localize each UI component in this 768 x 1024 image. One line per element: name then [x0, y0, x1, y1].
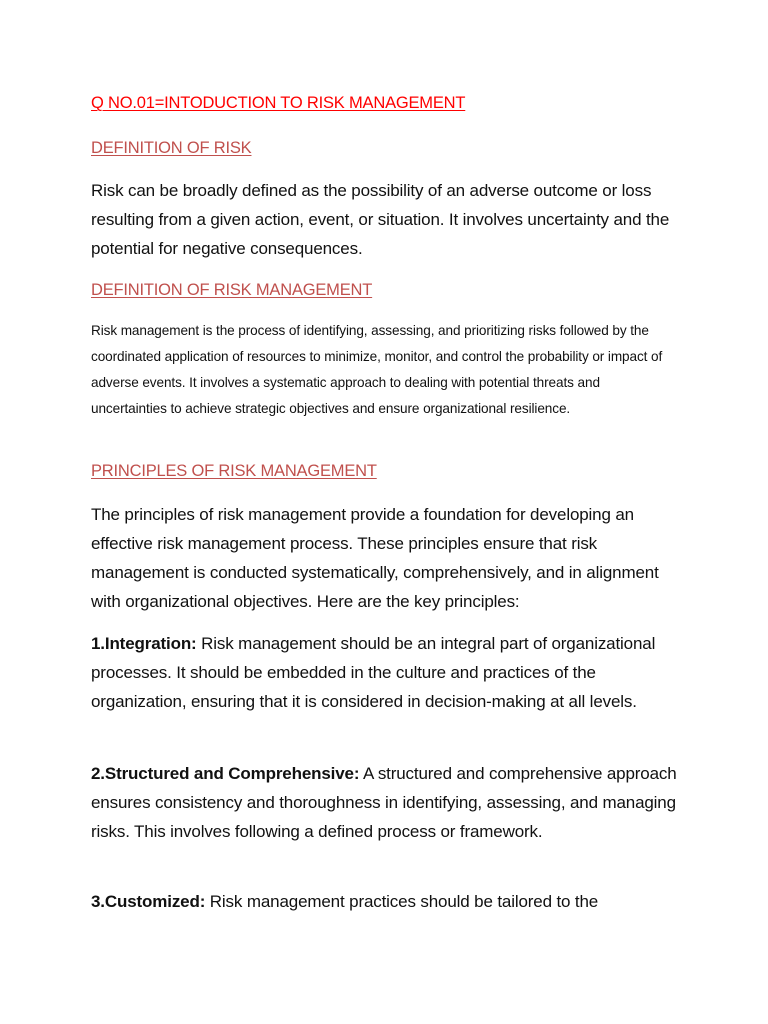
main-heading: Q NO.01=INTODUCTION TO RISK MANAGEMENT [91, 94, 466, 112]
principle-text-integration: Risk management should be an integral part of organizational processes. It should be embedded in the culture and practices of the organization, ensuring that it is considered in decision-making at all levels. [91, 634, 656, 711]
principle-text-structured: A structured and comprehensive approach ensures consistency and thoroughness in identifying, assessing, and managing risks. This involves following a defined process or framework. [91, 764, 677, 841]
principle-lead-structured: 2.Structured and Comprehensive: [91, 764, 360, 783]
paragraph-definition-of-risk: Risk can be broadly defined as the possibility of an adverse outcome or loss resulting from a given action, event, or situation. It involves uncertainty and the potential for negative consequences. [91, 181, 670, 258]
heading-definition-of-risk: DEFINITION OF RISK [91, 139, 252, 157]
principle-item-integration [91, 629, 681, 716]
principle-text-customized: Risk management practices should be tailored to the [205, 892, 599, 911]
heading-definition-of-risk-management: DEFINITION OF RISK MANAGEMENT [91, 281, 373, 299]
heading-principles-of-risk-management: PRINCIPLES OF RISK MANAGEMENT [91, 462, 377, 480]
principle-item-structured [91, 759, 681, 846]
paragraph-principles-intro: The principles of risk management provide a foundation for developing an effective risk management process. These principles ensure that risk management is conducted systematically, comprehensively, and in alignment with organizational objectives. Here are the key principles: [91, 505, 659, 611]
paragraph-definition-of-risk-management: Risk management is the process of identifying, assessing, and prioritizing risks followed by the coordinated application of resources to minimize, monitor, and control the probability or impact of adverse events. It involves a systematic approach to dealing with potential threats and uncertainties to achieve strategic objectives and ensure organizational resilience. [91, 323, 663, 416]
principle-lead-customized: 3.Customized: [91, 892, 206, 911]
principle-lead-integration: 1.Integration: [91, 634, 197, 653]
principle-item-customized [91, 887, 681, 916]
